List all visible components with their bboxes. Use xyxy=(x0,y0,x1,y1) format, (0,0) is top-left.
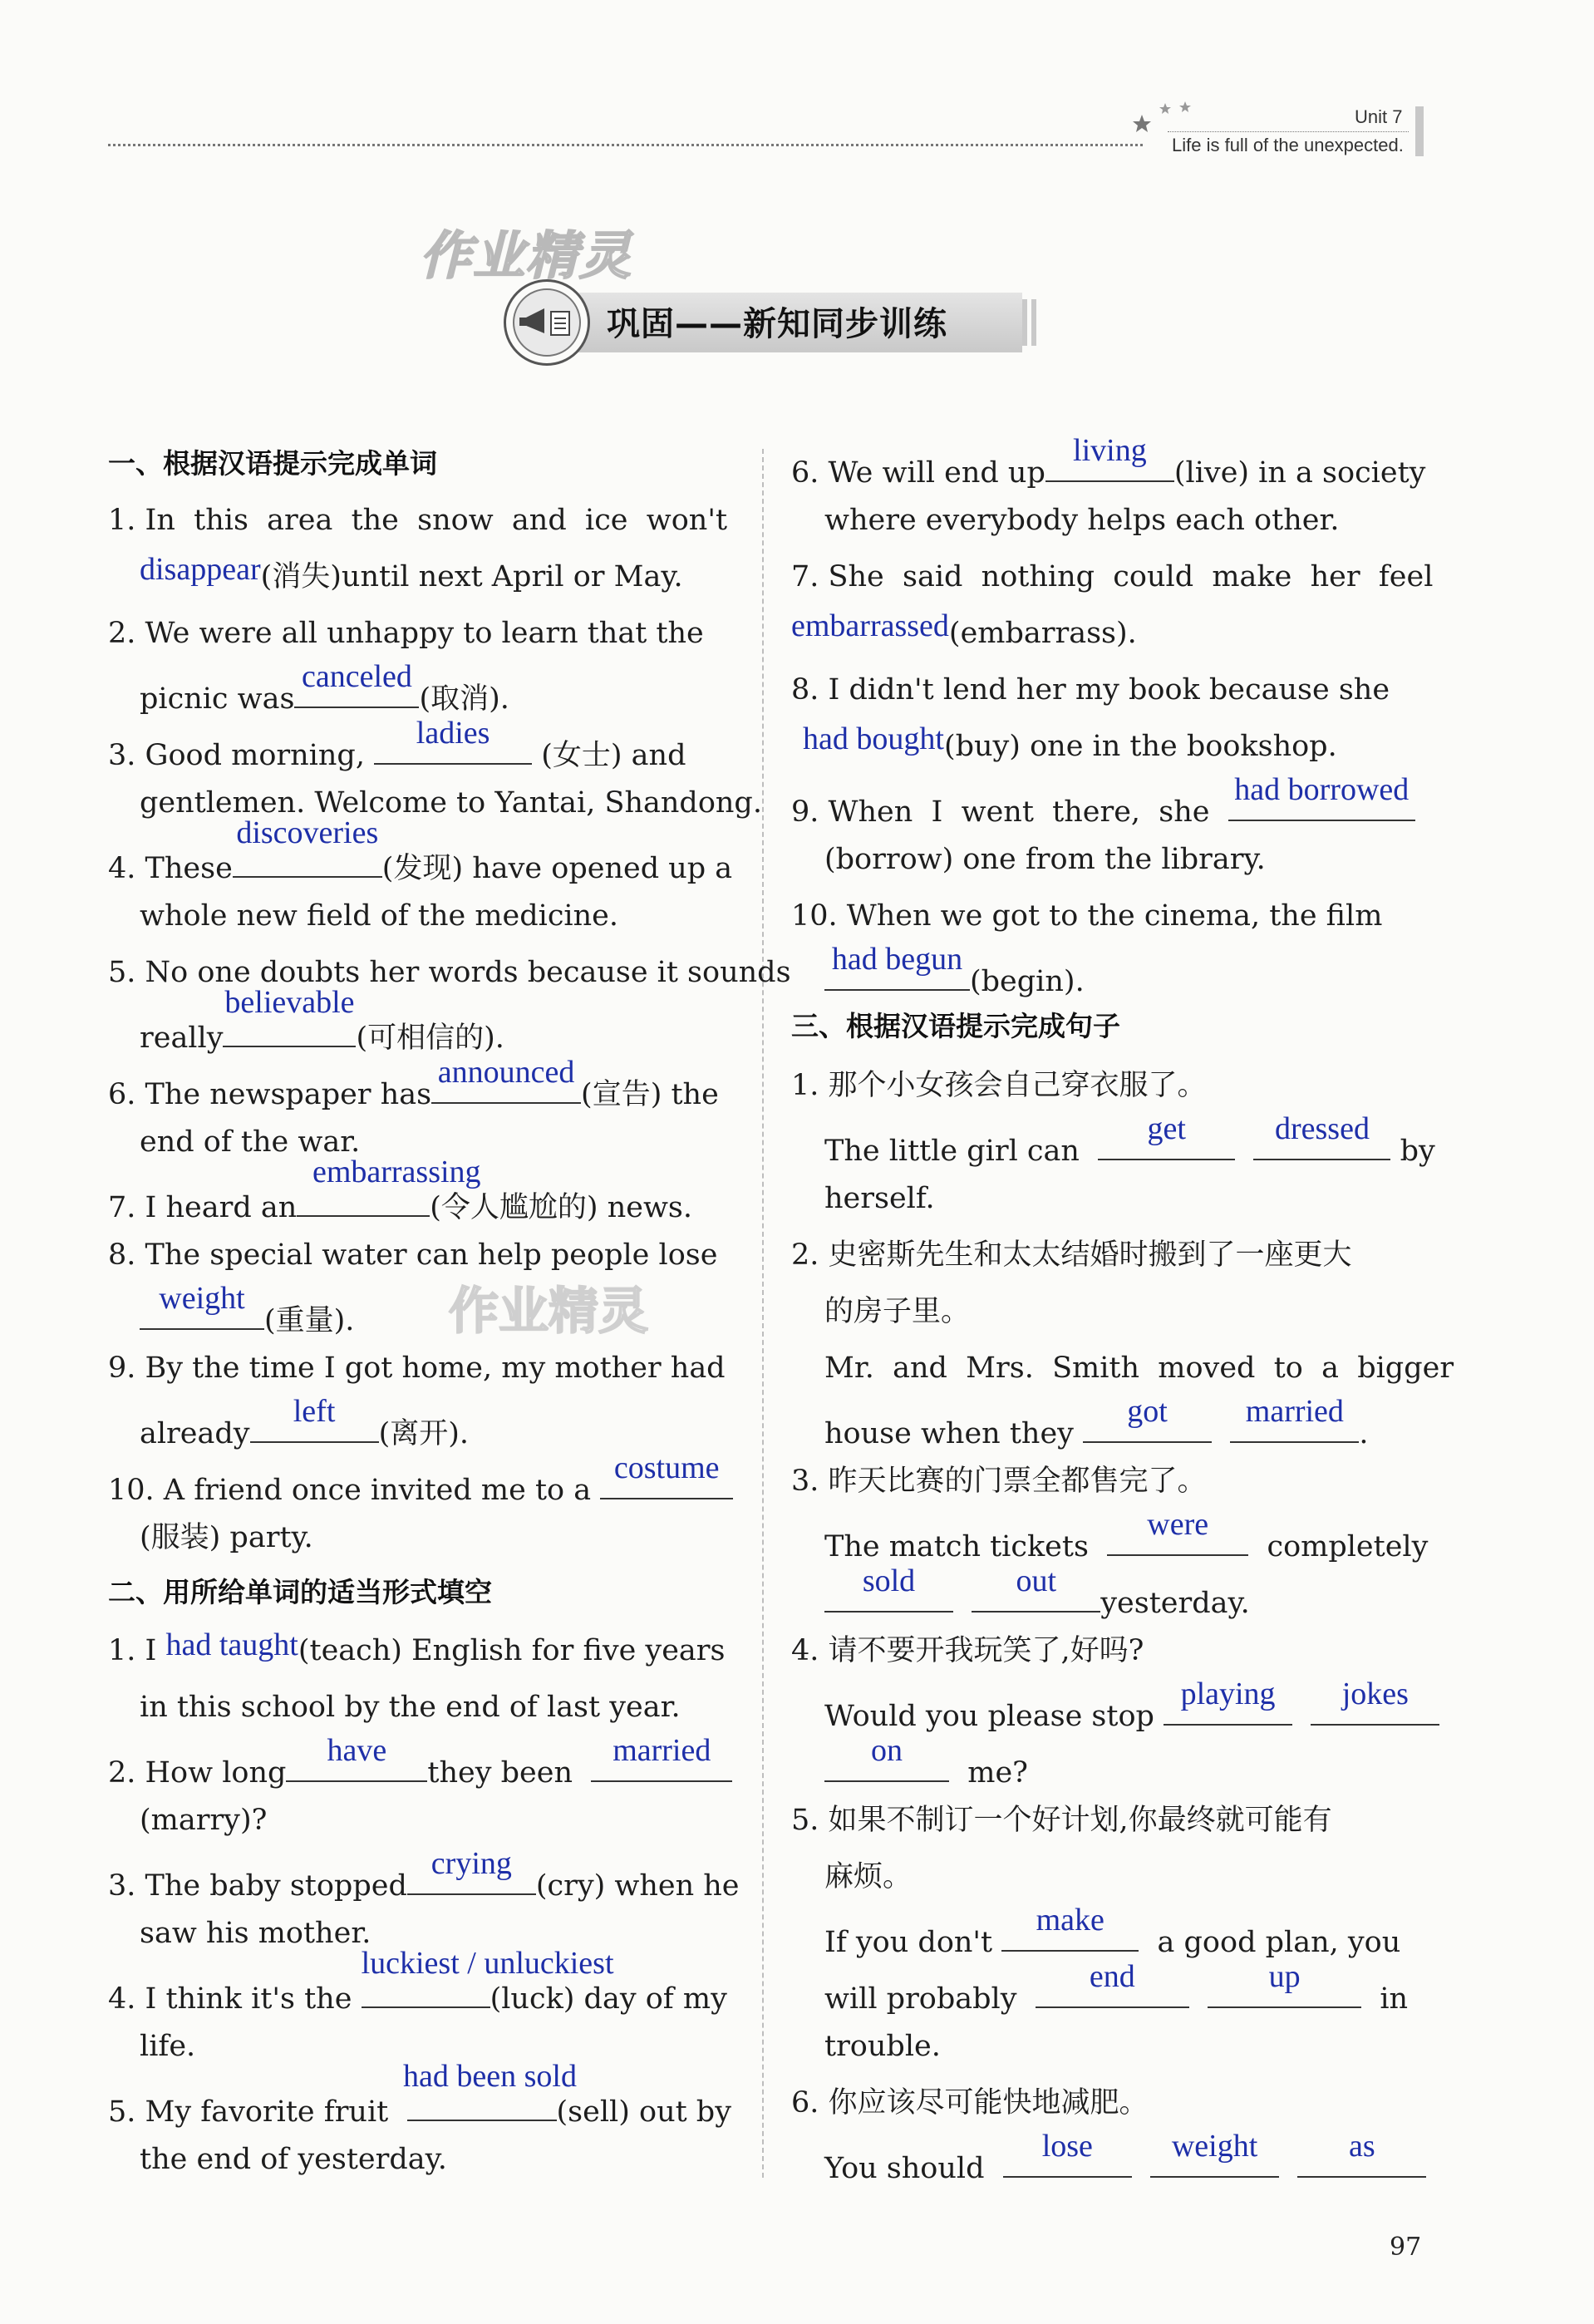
unit-subtitle: Life is full of the unexpected. xyxy=(1172,135,1404,155)
answer: canceled xyxy=(302,659,412,694)
exercise-line: 1. In this area the snow and ice won't xyxy=(108,504,728,537)
exercise-text: house when they xyxy=(824,1417,1074,1450)
unit-label: Unit 7 xyxy=(1355,106,1403,127)
banner-title: 巩固——新知同步训练 xyxy=(607,305,947,343)
answer: ladies xyxy=(416,716,490,751)
exercise-text: (buy) one in the bookshop. xyxy=(943,730,1337,763)
exercise-text: me? xyxy=(967,1756,1028,1790)
exercise-text: The match tickets xyxy=(824,1530,1089,1563)
exercise-line: life. xyxy=(140,2030,196,2063)
exercise-text: . xyxy=(1359,1417,1369,1450)
answer: married xyxy=(613,1733,711,1768)
exercise-text: If you don't xyxy=(824,1926,993,1959)
exercise-text: (宣告) the xyxy=(581,1078,719,1111)
exercise-line xyxy=(824,942,1085,1001)
answer-blank xyxy=(361,1946,614,2008)
watermark-logo: 作业精灵 xyxy=(449,1283,648,1341)
answer-blank xyxy=(1001,1903,1139,1952)
exercise-line: the end of yesterday. xyxy=(140,2143,447,2176)
exercise-line: 1. 那个小女孩会自己穿衣服了。 xyxy=(791,1069,1207,1102)
answer-blank xyxy=(294,659,419,708)
exercise-text: 4. I think it's the xyxy=(108,1982,352,2016)
answer-blank xyxy=(250,1394,379,1443)
answer: have xyxy=(327,1733,387,1768)
answer: up xyxy=(1268,1959,1301,1994)
exercise-line: 4. 请不要开我玩笑了,好吗? xyxy=(791,1634,1144,1667)
answer-blank xyxy=(233,815,382,878)
exercise-line xyxy=(140,1281,355,1340)
exercise-text: (luck) day of my xyxy=(490,1982,727,2016)
answer: crying xyxy=(430,1846,512,1881)
exercise-line xyxy=(824,1959,1409,2018)
exercise-text: (重量). xyxy=(264,1304,355,1337)
answer: dressed xyxy=(1274,1111,1370,1146)
exercise-line xyxy=(791,433,1426,492)
exercise-line xyxy=(824,1563,1250,1622)
exercise-text: (cry) when he xyxy=(535,1869,740,1903)
header-side-bar xyxy=(1415,106,1424,156)
exercise-text: 3. The baby stopped xyxy=(108,1869,407,1903)
answer-blank xyxy=(1107,1507,1248,1556)
answer-blank xyxy=(1083,1394,1212,1443)
exercise-text: (取消). xyxy=(419,682,509,716)
exercise-line xyxy=(824,2129,1426,2188)
answer-blank xyxy=(374,716,532,765)
exercise-text: already xyxy=(140,1417,250,1450)
exercise-line xyxy=(108,1846,740,1905)
answer-blank xyxy=(824,1563,953,1613)
answer: end xyxy=(1089,1959,1135,1994)
exercise-line xyxy=(108,1733,732,1792)
exercise-text: (令人尴尬的) news. xyxy=(430,1191,693,1224)
exercise-line: Mr. and Mrs. Smith moved to a bigger xyxy=(824,1352,1454,1385)
answer: weight xyxy=(1171,2129,1258,2164)
answer-blank xyxy=(1228,772,1415,821)
exercise-text: 5. My favorite fruit xyxy=(108,2095,389,2129)
answer-blank xyxy=(286,1733,427,1782)
exercise-text: (begin). xyxy=(970,965,1085,998)
answer: weight xyxy=(159,1281,245,1316)
answer: out xyxy=(1016,1563,1057,1598)
answer-blank xyxy=(1208,1959,1361,2008)
exercise-line: 7. She said nothing could make her feel xyxy=(791,560,1434,593)
exercise-line xyxy=(140,985,504,1057)
exercise-line: trouble. xyxy=(824,2030,941,2063)
exercise-text: You should xyxy=(824,2152,985,2185)
header-dotted-rule xyxy=(108,144,1143,146)
answer-blank xyxy=(1045,433,1174,482)
answer-blank xyxy=(140,1281,264,1330)
exercise-text: 1. I xyxy=(108,1634,157,1667)
exercise-line xyxy=(824,1677,1439,1736)
section-heading: 一、根据汉语提示完成单词 xyxy=(108,447,437,480)
exercise-text: (live) in a society xyxy=(1173,456,1426,490)
exercise-line xyxy=(824,1903,1401,1962)
answer: luckiest / unluckiest xyxy=(361,1946,614,1981)
answer-blank xyxy=(824,942,970,991)
exercise-line xyxy=(108,1155,693,1227)
header-sub-rule xyxy=(1168,131,1409,132)
exercise-line: 3. 昨天比赛的门票全都售完了。 xyxy=(791,1465,1207,1498)
exercise-line: saw his mother. xyxy=(140,1917,371,1950)
answer-blank xyxy=(824,1733,949,1782)
answer-blank xyxy=(1003,2129,1132,2178)
exercise-text: completely xyxy=(1267,1530,1429,1563)
page-number: 97 xyxy=(1390,2233,1422,2262)
exercise-line xyxy=(108,1946,727,2018)
answer-blank xyxy=(600,1450,733,1499)
exercise-text: (teach) English for five years xyxy=(298,1634,726,1667)
answer: had been sold xyxy=(403,2059,577,2094)
exercise-line xyxy=(824,1733,1028,1792)
exercise-line: 8. The special water can help people lose xyxy=(108,1238,718,1272)
answer: lose xyxy=(1041,2129,1093,2164)
exercise-line: 5. No one doubts her words because it sounds xyxy=(108,956,791,989)
exercise-line: whole new field of the medicine. xyxy=(140,899,618,933)
exercise-text: (消失)until next April or May. xyxy=(260,560,683,593)
exercise-line xyxy=(824,1507,1429,1566)
section-heading: 二、用所给单词的适当形式填空 xyxy=(108,1576,492,1608)
exercise-line: 9. By the time I got home, my mother had xyxy=(108,1352,726,1385)
answer: living xyxy=(1073,433,1147,468)
exercise-text: picnic was xyxy=(140,682,295,716)
exercise-text: will probably xyxy=(824,1982,1017,2016)
exercise-text: (发现) have opened up a xyxy=(381,852,733,885)
exercise-text: 10. A friend once invited me to a xyxy=(108,1474,592,1507)
section-heading: 三、根据汉语提示完成句子 xyxy=(791,1010,1120,1042)
exercise-line: where everybody helps each other. xyxy=(824,504,1340,537)
exercise-line xyxy=(791,608,1137,652)
exercise-text: 6. We will end up xyxy=(791,456,1045,490)
exercise-line xyxy=(824,1111,1435,1170)
exercise-text: by xyxy=(1400,1135,1435,1168)
answer: disappear xyxy=(140,552,261,587)
answer-blank xyxy=(223,985,356,1047)
exercise-line xyxy=(140,659,509,718)
exercise-text: 9. When I went there, she xyxy=(791,795,1210,829)
exercise-text: a good plan, you xyxy=(1157,1926,1401,1959)
answer: were xyxy=(1147,1507,1209,1542)
answer-blank xyxy=(297,1155,481,1217)
exercise-line xyxy=(803,721,1337,766)
answer-blank xyxy=(1253,1111,1390,1160)
exercise-line xyxy=(108,2059,731,2131)
answer-blank xyxy=(1036,1959,1189,2008)
exercise-line: 麻烦。 xyxy=(824,1860,913,1893)
answer: announced xyxy=(437,1055,575,1090)
exercise-line xyxy=(791,772,1415,831)
exercise-text: Would you please stop xyxy=(824,1700,1154,1733)
exercise-line xyxy=(108,1450,733,1509)
answer: playing xyxy=(1180,1677,1276,1711)
answer-blank xyxy=(407,1846,536,1895)
exercise-line: herself. xyxy=(824,1182,935,1215)
exercise-text: 7. I heard an xyxy=(108,1191,298,1224)
exercise-text: in xyxy=(1380,1982,1409,2016)
exercise-line: end of the war. xyxy=(140,1125,361,1159)
exercise-line: gentlemen. Welcome to Yantai, Shandong. xyxy=(140,786,762,820)
watermark-logo: 作业精灵 xyxy=(420,225,633,286)
exercise-line xyxy=(140,1394,469,1453)
answer: discoveries xyxy=(236,815,379,850)
exercise-text: 4. These xyxy=(108,852,233,885)
exercise-line: 6. 你应该尽可能快地减肥。 xyxy=(791,2086,1149,2120)
exercise-line: (服装) party. xyxy=(140,1521,313,1554)
stars-icon xyxy=(1130,98,1197,140)
exercise-line xyxy=(108,815,733,888)
answer: costume xyxy=(613,1450,720,1485)
exercise-text: yesterday. xyxy=(1100,1587,1250,1620)
exercise-line xyxy=(108,1627,726,1670)
answer: had bought xyxy=(803,721,944,756)
exercise-line: 5. 如果不制订一个好计划,你最终就可能有 xyxy=(791,1804,1332,1837)
answer: married xyxy=(1245,1394,1344,1429)
answer: make xyxy=(1036,1903,1104,1937)
exercise-line: 10. When we got to the cinema, the film xyxy=(791,899,1383,933)
answer: jokes xyxy=(1341,1677,1409,1711)
answer: embarrassing xyxy=(312,1155,481,1189)
exercise-line xyxy=(108,716,686,775)
exercise-line: (marry)? xyxy=(140,1804,268,1837)
megaphone-icon xyxy=(504,279,590,366)
answer-blank xyxy=(431,1055,581,1104)
exercise-line: 8. I didn't lend her my book because she xyxy=(791,673,1390,707)
exercise-line xyxy=(824,1394,1369,1453)
answer-blank xyxy=(1098,1111,1235,1160)
exercise-line: (borrow) one from the library. xyxy=(824,843,1266,876)
answer: left xyxy=(293,1394,336,1429)
exercise-text: (可相信的). xyxy=(356,1022,504,1055)
exercise-text: (女士) and xyxy=(541,739,686,772)
exercise-text: 3. Good morning, xyxy=(108,739,365,772)
exercise-line: 的房子里。 xyxy=(824,1295,971,1328)
answer: had borrowed xyxy=(1234,772,1410,807)
answer-blank xyxy=(972,1563,1100,1613)
answer-blank xyxy=(1297,2129,1426,2178)
answer-blank xyxy=(1230,1394,1359,1443)
exercise-text: (embarrass). xyxy=(948,617,1137,650)
answer: sold xyxy=(862,1563,916,1598)
exercise-line xyxy=(140,552,683,596)
answer: got xyxy=(1127,1394,1168,1429)
answer: had begun xyxy=(831,942,963,977)
exercise-text: (sell) out by xyxy=(556,2095,731,2129)
column-divider xyxy=(762,449,764,2178)
answer-blank xyxy=(1150,2129,1279,2178)
exercise-line xyxy=(108,1055,719,1114)
exercise-text: 2. How long xyxy=(108,1756,287,1790)
exercise-text: 6. The newspaper has xyxy=(108,1078,432,1111)
answer: as xyxy=(1349,2129,1375,2164)
answer: embarrassed xyxy=(791,608,949,643)
answer-blank xyxy=(1164,1677,1292,1726)
answer-blank xyxy=(1311,1677,1439,1726)
answer: get xyxy=(1147,1111,1186,1146)
exercise-line: in this school by the end of last year. xyxy=(140,1691,681,1724)
answer: on xyxy=(871,1733,903,1768)
answer: had taught xyxy=(165,1627,298,1662)
exercise-text: really xyxy=(140,1022,224,1055)
exercise-text: (离开). xyxy=(378,1417,469,1450)
answer-blank xyxy=(403,2059,577,2121)
exercise-line: 2. 史密斯先生和太太结婚时搬到了一座更大 xyxy=(791,1238,1352,1272)
exercise-text: The little girl can xyxy=(824,1135,1080,1168)
exercise-line: 2. We were all unhappy to learn that the xyxy=(108,617,704,650)
answer-blank xyxy=(591,1733,732,1782)
exercise-text: they been xyxy=(427,1756,573,1790)
answer: believable xyxy=(224,985,355,1020)
